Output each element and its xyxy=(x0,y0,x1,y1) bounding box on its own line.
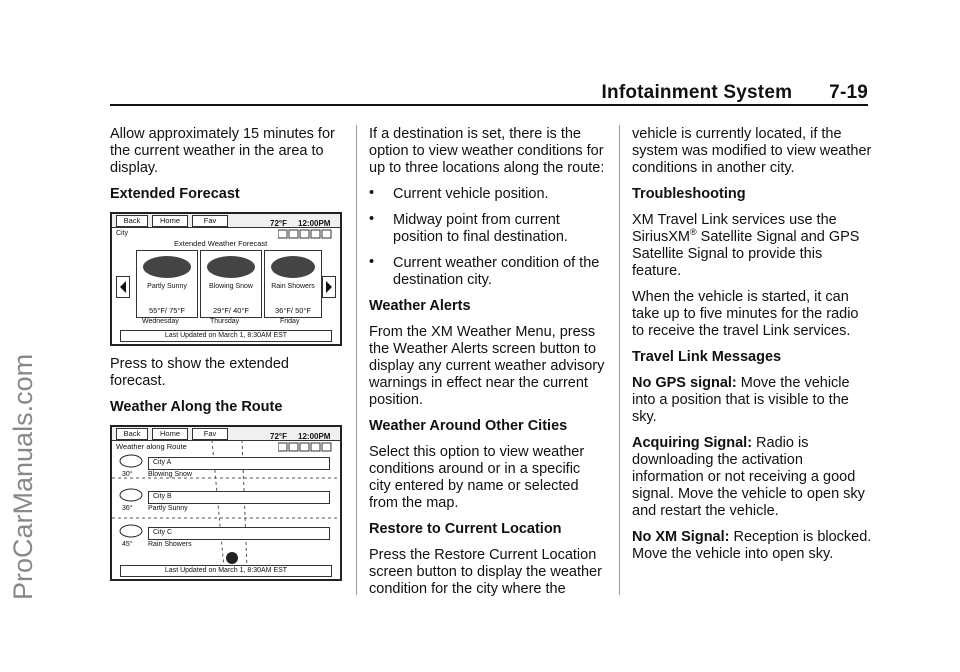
weather-around-paragraph: Select this option to view weather conditions around or in a specific city entered by name or selected from the map. xyxy=(369,444,585,511)
troubleshooting-paragraph: XM Travel Link services use the SiriusXM® Satellite Signal and GPS Satellite Signal to provide this feature. xyxy=(632,212,860,279)
day-condition: Rain Showers xyxy=(271,283,315,290)
day-panel-1 xyxy=(136,250,198,318)
screen-temperature: 72°F xyxy=(270,432,287,441)
city-name: City B xyxy=(153,493,172,500)
page-number: 7-19 xyxy=(829,82,868,103)
city-condition: Rain Showers xyxy=(148,541,192,548)
next-arrow-button[interactable] xyxy=(322,276,336,298)
column-3 xyxy=(632,126,872,572)
bullet-text: Midway point from current position to final destination. xyxy=(393,212,568,245)
home-button[interactable]: Home xyxy=(152,215,188,227)
column-divider xyxy=(356,125,357,595)
heading-travel-link-messages: Travel Link Messages xyxy=(632,349,782,365)
column-2 xyxy=(369,126,605,607)
partly-sunny-icon xyxy=(118,487,144,503)
city-temp: 30° xyxy=(122,471,133,478)
last-updated-footer: Last Updated on March 1, 8:30AM EST xyxy=(120,330,332,342)
screen-top-bar xyxy=(112,427,340,441)
heading-weather-along-route: Weather Along the Route xyxy=(110,399,283,415)
city-row-c[interactable] xyxy=(148,527,330,540)
day-name-3: Friday xyxy=(280,318,300,325)
screen-icon-row xyxy=(278,229,334,239)
day-condition: Blowing Snow xyxy=(209,283,253,290)
blowing-snow-icon xyxy=(201,251,261,281)
bullet-text: Current weather condition of the destination city. xyxy=(393,255,600,288)
back-button[interactable]: Back xyxy=(116,215,148,227)
column-1 xyxy=(110,126,342,591)
rain-showers-icon xyxy=(118,523,144,539)
day-range: 36°F/ 50°F xyxy=(274,306,311,315)
heading-troubleshooting: Troubleshooting xyxy=(632,186,746,202)
restore-paragraph: Press the Restore Current Location screen button to display the weather condition for the city where the xyxy=(369,547,602,597)
city-label: City xyxy=(116,230,129,237)
watermark xyxy=(2,0,46,672)
screen-temperature: 72°F xyxy=(270,219,287,228)
bullet-text: Current vehicle position. xyxy=(393,186,549,202)
watermark-text: ProCarManuals.com xyxy=(8,353,38,600)
heading-extended-forecast: Extended Forecast xyxy=(110,186,240,202)
fav-button[interactable]: Fav xyxy=(192,428,228,440)
screen-clock: 12:00PM xyxy=(298,219,331,228)
rain-showers-icon xyxy=(265,251,321,281)
route-intro-paragraph: If a destination is set, there is the option to view weather conditions for up to three locations along the route: xyxy=(369,126,605,176)
blowing-snow-icon xyxy=(118,453,144,469)
city-row-a[interactable] xyxy=(148,457,330,470)
bullet-item: • Current weather condition of the destination city. xyxy=(369,254,600,288)
heading-restore-location: Restore to Current Location xyxy=(369,521,562,537)
screen-top-bar xyxy=(112,214,340,228)
city-temp: 36° xyxy=(122,505,133,512)
city-name: City C xyxy=(153,529,173,536)
back-button[interactable]: Back xyxy=(116,428,148,440)
heading-weather-around-cities: Weather Around Other Cities xyxy=(369,418,568,434)
day-range: 55°F/ 75°F xyxy=(148,306,185,315)
route-title: Weather along Route xyxy=(116,442,187,451)
header-text xyxy=(602,82,868,104)
restore-continued-paragraph: vehicle is currently located, if the system was modified to view weather conditions in another city. xyxy=(632,126,872,176)
intro-paragraph: Allow approximately 15 minutes for the current weather in the area to display. xyxy=(110,126,335,176)
extended-forecast-paragraph: Press to show the extended forecast. xyxy=(110,356,289,389)
city-name: City A xyxy=(153,459,172,466)
page-header xyxy=(110,80,868,106)
message-no-gps: No GPS signal: Move the vehicle into a position that is visible to the sky. xyxy=(632,375,850,425)
day-name-2: Thursday xyxy=(210,318,240,325)
section-title: Infotainment System xyxy=(601,82,793,103)
day-condition: Partly Sunny xyxy=(147,283,187,290)
city-condition: Blowing Snow xyxy=(148,471,192,478)
extended-forecast-screen xyxy=(110,212,342,346)
forecast-title: Extended Weather Forecast xyxy=(174,239,268,248)
day-name-1: Wednesday xyxy=(142,318,179,325)
city-condition: Partly Sunny xyxy=(148,505,188,512)
heading-weather-alerts: Weather Alerts xyxy=(369,298,471,314)
startup-paragraph: When the vehicle is started, it can take up to five minutes for the radio to receive the travel Link services. xyxy=(632,289,859,339)
screen-clock: 12:00PM xyxy=(298,432,331,441)
bullet-item: • Current vehicle position. xyxy=(369,185,549,202)
message-no-xm-signal: No XM Signal: Reception is blocked. Move the vehicle into open sky. xyxy=(632,529,872,562)
city-row-b[interactable] xyxy=(148,491,330,504)
fav-button[interactable]: Fav xyxy=(192,215,228,227)
day-panel-3 xyxy=(264,250,322,318)
day-panel-2 xyxy=(200,250,262,318)
prev-arrow-button[interactable] xyxy=(116,276,130,298)
last-updated-footer: Last Updated on March 1, 8:30AM EST xyxy=(120,565,332,577)
day-range: 29°F/ 40°F xyxy=(212,306,249,315)
column-divider xyxy=(619,125,620,595)
message-acquiring-signal: Acquiring Signal: Radio is downloading the activation information or not receiving a good signal. Move the vehicle to open sky and restart the vehicle. xyxy=(632,435,865,519)
weather-along-route-screen xyxy=(110,425,342,581)
partly-sunny-icon xyxy=(137,251,197,281)
home-button[interactable]: Home xyxy=(152,428,188,440)
city-temp: 45° xyxy=(122,541,133,548)
bullet-item: • Midway point from current position to final destination. xyxy=(369,211,568,245)
weather-alerts-paragraph: From the XM Weather Menu, press the Weather Alerts screen button to display any current weather advisory warnings in effect near the current position. xyxy=(369,324,605,408)
header-rule xyxy=(110,104,868,106)
